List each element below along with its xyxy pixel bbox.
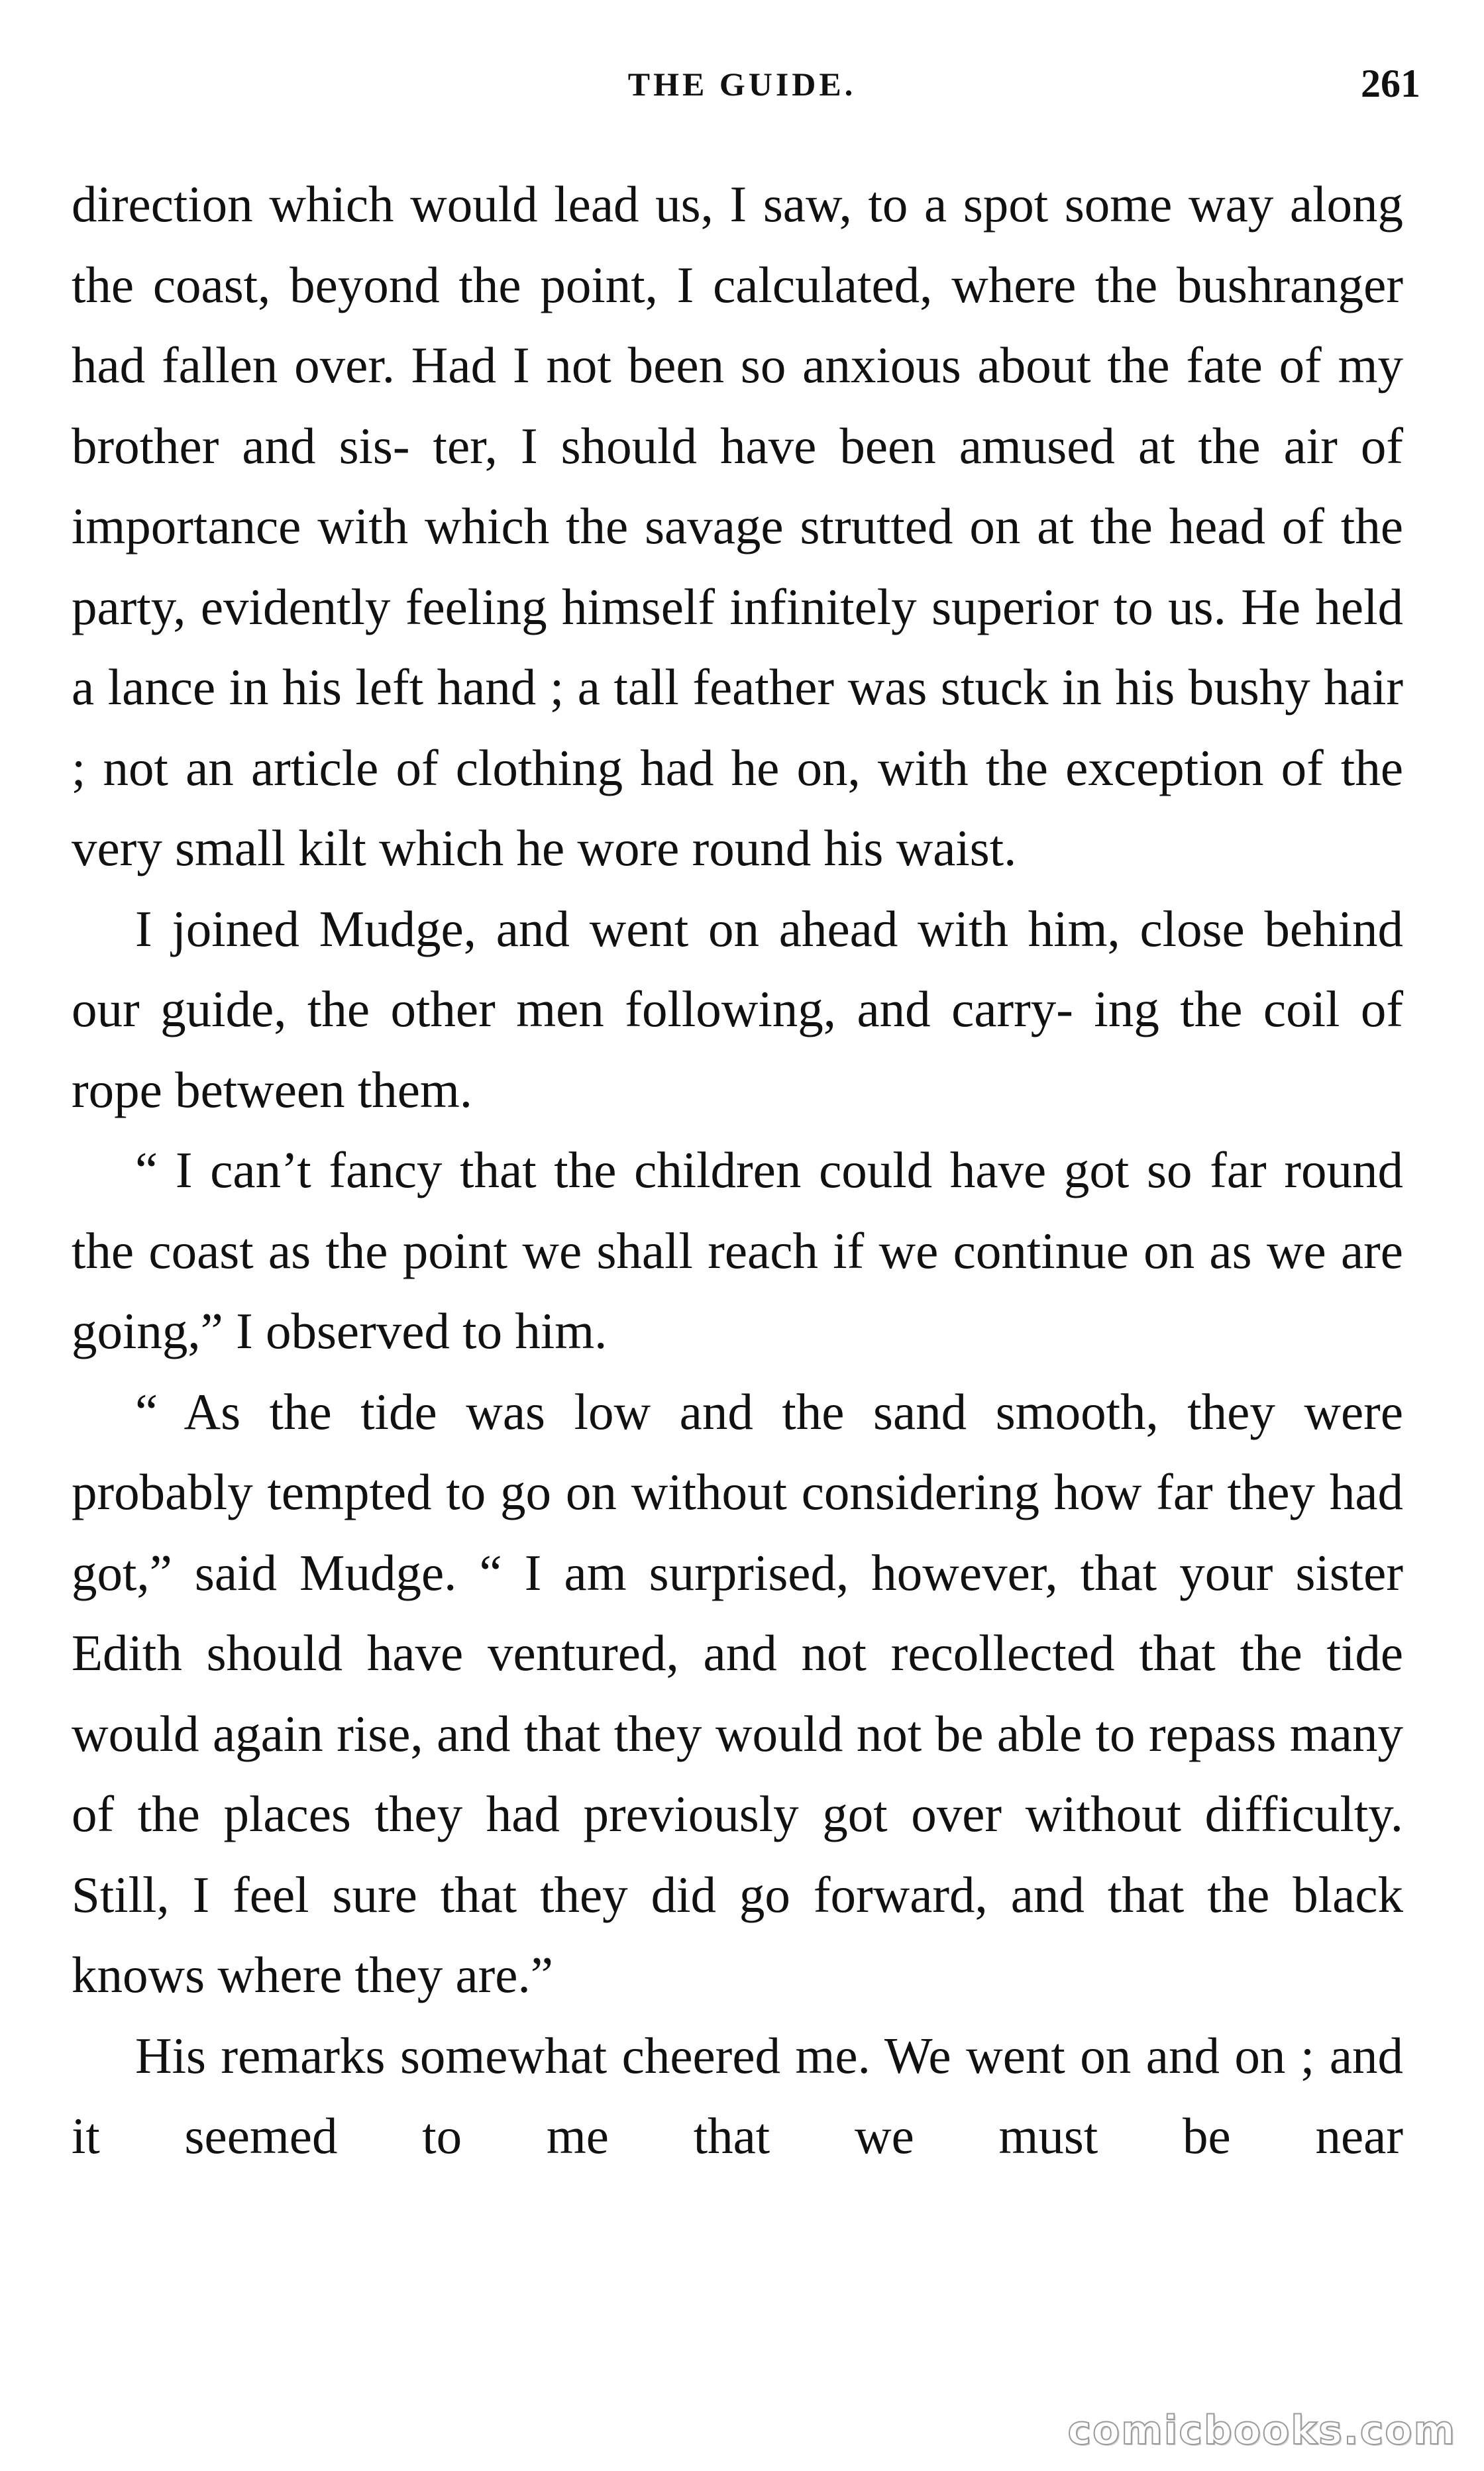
running-head [0, 61, 1484, 114]
paragraph-5: His remarks somewhat cheered me. We went on and on ; and it seemed to me that we must be near [72, 2026, 1403, 2164]
page-number: 261 [1361, 62, 1420, 105]
paragraph-4: “ As the tide was low and the sand smooth, they were probably tempted to go on without considering how far they had got,” said Mudge. “ I am surprised, however, that your sister Edith should have ventured, and not recollected that the tide would again rise, and that they would not be able to repass many of the places they had previously got over without difficulty. Still, I feel sure that they did go forward, and that the black knows where they are.” [72, 1383, 1403, 2003]
paragraph-2: I joined Mudge, and went on ahead with him, close behind our guide, the other men following, and carry- ing the coil of rope between them. [72, 900, 1403, 1118]
paragraph-3: “ I can’t fancy that the children could have got so far round the coast as the point we shall reach if we continue on as we are going,” I observed to him. [72, 1141, 1403, 1359]
paragraph-1: direction which would lead us, I saw, to a spot some way along the coast, beyond the point, I calculated, where the bushranger had fallen over. Had I not been so anxious about the fate of my brother and sis- ter, I should have been amused at the air of importance with which the savage strutted on at the head of the party, evidently feeling himself infinitely superior to us. He held a lance in his left hand ; a tall feather was stuck in his bushy hair ; not an article of clothing had he on, with the exception of the very small kilt which he wore round his waist. [72, 176, 1403, 876]
body-text [72, 164, 1403, 2177]
chapter-title: THE GUIDE. [627, 66, 857, 103]
watermark-logo: comicbooks.com [1067, 2407, 1456, 2454]
